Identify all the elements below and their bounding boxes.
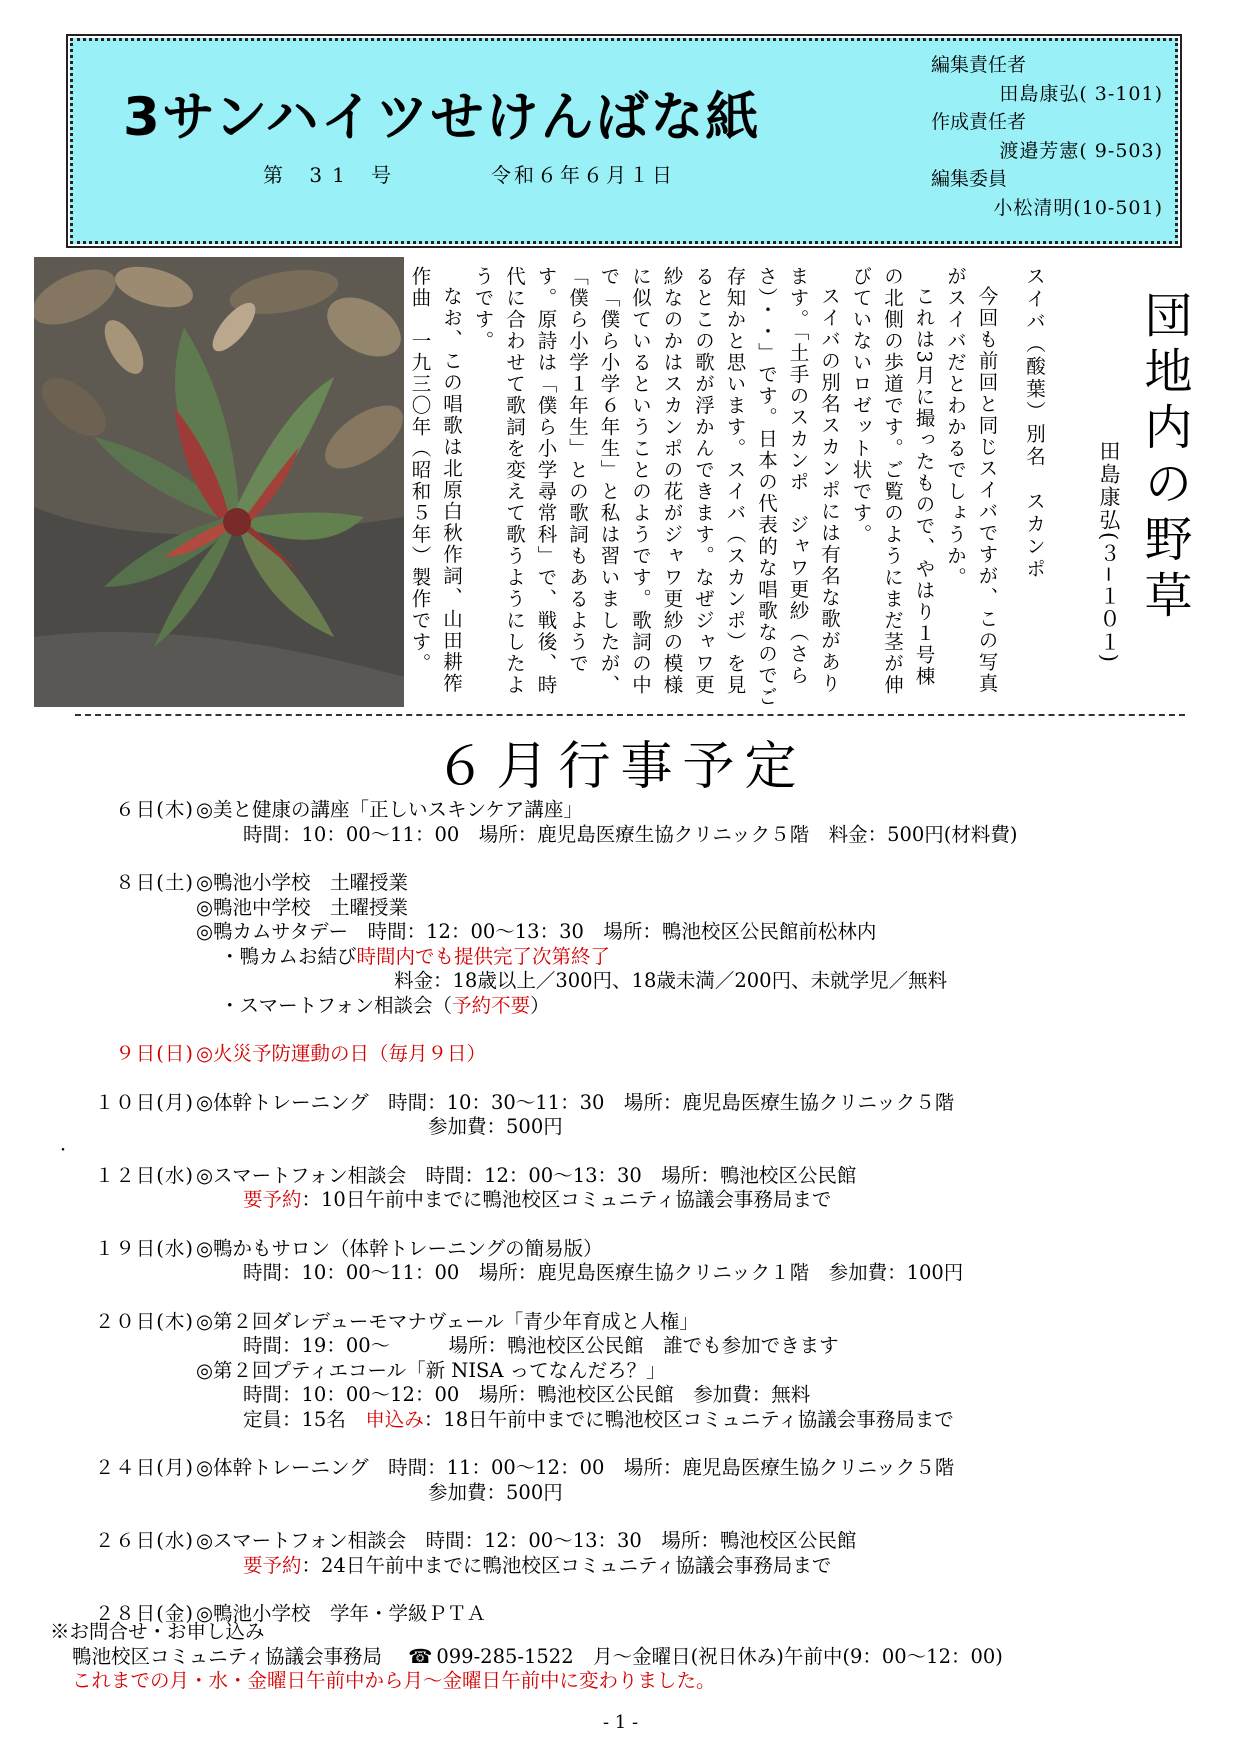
- office-hours: 月〜金曜日(祝日休み)午前中(9：00〜12：00): [593, 1644, 1003, 1668]
- schedule-title: ６月行事予定: [434, 737, 807, 797]
- event-text: ◎体幹トレーニング 時間：10：30〜11：30 場所：鹿児島医療生協クリニック５階: [196, 1090, 955, 1114]
- staff-name: 渡邉芳憲( 9-503): [999, 139, 1163, 162]
- staff-list: [931, 51, 1163, 222]
- event-text: ◎鴨カムサタデー 時間：12：00〜13：30 場所：鴨池校区公民館前松林内: [196, 920, 877, 943]
- article-body: [410, 266, 1050, 708]
- event-line: [196, 1383, 1241, 1408]
- event-text: ・鴨カムお結び: [220, 944, 357, 968]
- event-text: 時間：19：00〜 場所：鴨池校区公民館 誰でも参加できます: [243, 1334, 839, 1357]
- event-entry: [0, 1164, 1241, 1213]
- event-text: ◎鴨かもサロン（体幹トレーニングの簡易版）: [196, 1236, 603, 1260]
- article-paragraph: スイバの別名スカンポには有名な歌があります。「土手のスカンポ ジャワ更紗（さらさ）・・」です。日本の代表的な唱歌なのでご存知かと思います。スイバ（スカンポ）を見るとこの歌が浮かんできます。なぜジャワ更紗なのかはスカンポの花がジャワ更紗の模様に似ているということのようです。歌詞の中で「僕ら小学６年生」と私は習いましたが、「僕ら小学１年生」との歌詞もあるようです。原詩は「僕ら小学尋常科」で、戦後、時代に合わせて歌詞を変えて歌うようにしたようです。: [471, 266, 841, 708]
- contact-footer: [50, 1620, 1003, 1694]
- event-text: 時間：10：00〜12：00 場所：鴨池校区公民館 参加費：無料: [243, 1383, 811, 1406]
- event-line: [196, 920, 1241, 945]
- plant-photo: [34, 257, 404, 707]
- event-day: ２８日(金): [94, 1602, 194, 1625]
- event-text: ◎鴨池小学校 学年・学級ＰＴＡ: [196, 1602, 487, 1625]
- newsletter-header: [70, 38, 1178, 244]
- stray-dot-glyph: ・: [56, 1142, 70, 1159]
- event-line: [196, 1359, 1241, 1384]
- event-text: 時間：10：00〜11：00 場所：鹿児島医療生協クリニック５階 料金：500円(材料費): [243, 822, 1018, 846]
- event-text-after: ：18日午前中までに鴨池校区コミュニティ協議会事務局まで: [423, 1407, 954, 1431]
- event-line: [196, 823, 1241, 848]
- event-line: [196, 969, 1241, 994]
- article-paragraph: 今回も前回と同じスイバですが、この写真がスイバだとわかるでしょうか。: [944, 266, 999, 694]
- event-entry: [0, 1310, 1241, 1433]
- event-text: ◎スマートフォン相談会 時間：12：00〜13：30 場所：鴨池校区公民館: [196, 1529, 857, 1552]
- event-day: ９日(日): [115, 1042, 194, 1065]
- article-paragraph: これは3月に撮ったもので、やはり１号棟の北側の歩道です。ご覧のようにまだ茎が伸びていないロゼット状です。: [849, 266, 936, 696]
- event-line: [196, 1115, 1241, 1140]
- event-line: [196, 896, 1241, 921]
- event-text-after: ：24日午前中までに鴨池校区コミュニティ協議会事務局まで: [301, 1553, 832, 1577]
- issue-date: 令和６年６月１日: [491, 163, 675, 187]
- event-text: 時間：10：00〜11：00 場所：鹿児島医療生協クリニック１階 参加費：100円: [243, 1261, 964, 1284]
- event-line: [196, 1481, 1241, 1506]
- event-list: [0, 798, 1241, 1627]
- event-line: [196, 1529, 1241, 1554]
- section-divider: [75, 714, 1185, 716]
- event-text: 参加費：500円: [428, 1115, 563, 1138]
- event-day: １２日(水): [94, 1163, 194, 1187]
- event-line: [196, 1042, 1241, 1067]
- event-text: ◎第２回プティエコール「新 NISA ってなんだろ？」: [196, 1358, 666, 1382]
- contact-label: ※お問合せ・お申し込み: [50, 1620, 265, 1643]
- staff-name: 田島康弘( 3-101): [999, 82, 1163, 105]
- event-day: ２０日(木): [94, 1309, 194, 1333]
- phone-number: 099-285-1522: [436, 1644, 574, 1668]
- contact-details: [50, 1645, 1003, 1670]
- issue-number: 第 31 号: [263, 163, 402, 187]
- event-highlight: 時間内でも提供完了次第終了: [356, 944, 611, 968]
- event-text: ◎美と健康の講座「正しいスキンケア講座」: [196, 798, 583, 821]
- event-line: [196, 1554, 1241, 1579]
- article-heading: 団地内の野草: [1136, 290, 1192, 626]
- event-entry: [0, 1237, 1241, 1286]
- event-line: [196, 871, 1241, 896]
- event-highlight: 申込み: [365, 1407, 424, 1431]
- event-highlight: ◎火災予防運動の日（毎月９日）: [196, 1042, 487, 1065]
- article-paragraph: なお、この唱歌は北原白秋作詞、山田耕筰作曲 一九三〇年（昭和５年）製作です。: [408, 266, 463, 694]
- event-text: 定員：15名: [243, 1407, 366, 1431]
- event-text: ・スマートフォン相談会（: [220, 993, 453, 1017]
- event-line: [196, 1164, 1241, 1189]
- event-line: [196, 1261, 1241, 1286]
- event-line: [196, 1091, 1241, 1116]
- event-line: [196, 1334, 1241, 1359]
- event-entry: [0, 1042, 1241, 1067]
- event-text: ◎第２回ダレデューモマナヴェール「青少年育成と人権」: [196, 1309, 699, 1333]
- event-highlight: 要予約: [243, 1188, 302, 1211]
- staff-role: 編集責任者: [931, 54, 1027, 76]
- event-day: ２６日(水): [94, 1529, 194, 1552]
- staff-role: 作成責任者: [931, 111, 1027, 133]
- event-entry: [0, 798, 1241, 847]
- event-text-after: ）: [530, 993, 550, 1017]
- event-text: ◎鴨池小学校 土曜授業: [196, 871, 409, 894]
- event-text: ◎スマートフォン相談会 時間：12：00〜13：30 場所：鴨池校区公民館: [196, 1163, 857, 1187]
- hours-change-notice: これまでの月・水・金曜日午前中から月〜金曜日午前中に変わりました。: [72, 1669, 716, 1692]
- event-line: [196, 1310, 1241, 1335]
- event-day: ６日(木): [115, 798, 194, 821]
- event-line: [196, 1408, 1241, 1433]
- event-entry: [0, 1456, 1241, 1505]
- event-line: [196, 1188, 1241, 1213]
- page-number: - 1 -: [602, 1712, 639, 1733]
- event-text: ◎鴨池中学校 土曜授業: [196, 895, 409, 919]
- event-text: ◎体幹トレーニング 時間：11：00〜12：00 場所：鹿児島医療生協クリニック５階: [196, 1456, 955, 1479]
- event-highlight: 予約不要: [452, 993, 531, 1017]
- event-entry: [0, 871, 1241, 1018]
- newsletter-title: 3サンハイツせけんばな紙: [123, 87, 761, 148]
- event-highlight: 要予約: [243, 1553, 302, 1577]
- event-day: １９日(水): [94, 1236, 194, 1260]
- event-day: １０日(月): [94, 1090, 194, 1114]
- event-text: 料金：18歳以上／300円、18歳未満／200円、未就学児／無料: [394, 969, 948, 992]
- phone-icon: ☎: [408, 1644, 433, 1668]
- event-line: [196, 1456, 1241, 1481]
- office-name: 鴨池校区コミュニティ協議会事務局: [72, 1644, 383, 1668]
- event-line: [196, 945, 1241, 970]
- staff-name: 小松清明(10-501): [993, 196, 1163, 219]
- event-day: ８日(土): [115, 871, 194, 894]
- event-entry: [0, 1091, 1241, 1140]
- event-text: 参加費：500円: [428, 1480, 563, 1504]
- article-byline: 田島康弘(３−１０１): [1097, 440, 1121, 664]
- event-line: [196, 1237, 1241, 1262]
- event-day: ２４日(月): [94, 1456, 194, 1479]
- article-subhead: スイバ（酸葉）別名 スカンポ: [1023, 266, 1046, 581]
- event-text-after: ：10日午前中までに鴨池校区コミュニティ協議会事務局まで: [301, 1188, 832, 1211]
- event-entry: [0, 1529, 1241, 1578]
- staff-role: 編集委員: [931, 168, 1008, 190]
- event-line: [196, 994, 1241, 1019]
- event-line: [196, 798, 1241, 823]
- stray-dot: [0, 1140, 1241, 1164]
